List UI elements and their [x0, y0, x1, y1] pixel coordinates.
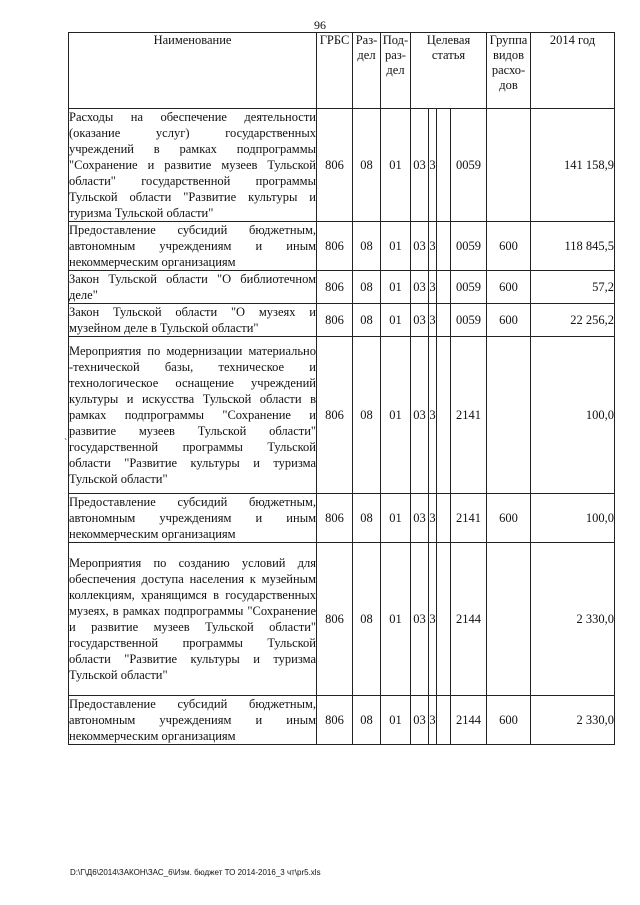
row-razdel: 08	[353, 337, 381, 494]
table-row	[69, 304, 615, 337]
row-expense-group: 600	[487, 696, 531, 745]
table-row	[69, 271, 615, 304]
row-target-direction: 2141	[451, 494, 487, 543]
row-name: Предоставление субсидий бюджетным, автономным учреждениям и иным некоммерческим организациям	[69, 697, 316, 743]
row-razdel: 08	[353, 543, 381, 696]
header-expense-group: Группа видов расхо- дов	[487, 33, 531, 109]
row-target-main-activity	[437, 696, 451, 745]
row-amount-2014: 57,2	[531, 271, 615, 304]
header-podrazdel: Под- раз- дел	[381, 33, 411, 109]
row-target-main-activity	[437, 222, 451, 271]
row-podrazdel: 01	[381, 494, 411, 543]
row-target-subprogram: 3	[429, 696, 437, 745]
row-target-direction: 2141	[451, 337, 487, 494]
table-row	[69, 543, 615, 696]
row-target-main-activity	[437, 271, 451, 304]
row-target-program: 03	[411, 543, 429, 696]
row-name: Предоставление субсидий бюджетным, автономным учреждениям и иным некоммерческим организациям	[69, 223, 316, 269]
row-podrazdel: 01	[381, 304, 411, 337]
row-amount-2014: 2 330,0	[531, 543, 615, 696]
table-row	[69, 222, 615, 271]
row-grbs: 806	[317, 337, 353, 494]
row-target-main-activity	[437, 543, 451, 696]
row-target-direction: 2144	[451, 543, 487, 696]
header-row	[69, 33, 615, 109]
row-expense-group: 600	[487, 494, 531, 543]
row-target-direction: 0059	[451, 271, 487, 304]
row-amount-2014: 2 330,0	[531, 696, 615, 745]
table-row	[69, 337, 615, 494]
file-path-footer: D:\Г\Д6\2014\ЗАКОН\ЗАС_6\Изм. бюджет ТО 2014-2016_3 чт\pr5.xls	[70, 868, 321, 877]
row-razdel: 08	[353, 271, 381, 304]
row-expense-group: 600	[487, 222, 531, 271]
row-expense-group: 600	[487, 304, 531, 337]
row-amount-2014: 118 845,5	[531, 222, 615, 271]
row-target-main-activity	[437, 304, 451, 337]
row-grbs: 806	[317, 696, 353, 745]
row-grbs: 806	[317, 304, 353, 337]
page-number: 96	[314, 18, 326, 32]
budget-table	[68, 32, 615, 745]
row-target-direction: 0059	[451, 222, 487, 271]
row-target-subprogram: 3	[429, 543, 437, 696]
row-target-program: 03	[411, 222, 429, 271]
row-target-program: 03	[411, 696, 429, 745]
row-grbs: 806	[317, 222, 353, 271]
table-row	[69, 109, 615, 222]
header-name: Наименование	[69, 33, 317, 109]
row-razdel: 08	[353, 494, 381, 543]
row-target-subprogram: 3	[429, 109, 437, 222]
row-target-program: 03	[411, 109, 429, 222]
row-target-subprogram: 3	[429, 494, 437, 543]
row-target-direction: 0059	[451, 304, 487, 337]
header-razdel: Раз- дел	[353, 33, 381, 109]
row-name: Закон Тульской области "О библиотечном деле"	[69, 272, 316, 302]
row-razdel: 08	[353, 696, 381, 745]
row-razdel: 08	[353, 109, 381, 222]
scan-mark: `	[64, 438, 68, 449]
row-name: Мероприятия по созданию условий для обеспечения доступа населения к музейным коллекциям, хранящимся в государственных музеях, в рамках подпрограммы "Сохранение и развитие музеев Тульской области" государственной программы Тульской области "Развитие культуры и туризма Тульской области"	[69, 543, 317, 696]
row-target-program: 03	[411, 271, 429, 304]
row-amount-2014: 100,0	[531, 494, 615, 543]
row-podrazdel: 01	[381, 109, 411, 222]
row-target-main-activity	[437, 109, 451, 222]
row-target-direction: 0059	[451, 109, 487, 222]
row-podrazdel: 01	[381, 222, 411, 271]
row-target-direction: 2144	[451, 696, 487, 745]
row-target-subprogram: 3	[429, 337, 437, 494]
row-target-program: 03	[411, 304, 429, 337]
row-grbs: 806	[317, 109, 353, 222]
row-grbs: 806	[317, 271, 353, 304]
row-razdel: 08	[353, 304, 381, 337]
row-expense-group: 600	[487, 271, 531, 304]
row-amount-2014: 22 256,2	[531, 304, 615, 337]
table-row	[69, 494, 615, 543]
table-row	[69, 696, 615, 745]
row-name: Предоставление субсидий бюджетным, автономным учреждениям и иным некоммерческим организациям	[69, 495, 316, 541]
row-target-program: 03	[411, 337, 429, 494]
row-expense-group	[487, 337, 531, 494]
row-expense-group	[487, 543, 531, 696]
row-target-main-activity	[437, 494, 451, 543]
row-target-main-activity	[437, 337, 451, 494]
row-podrazdel: 01	[381, 543, 411, 696]
header-grbs: ГРБС	[317, 33, 353, 109]
header-target-article: Целевая статья	[411, 33, 487, 109]
row-podrazdel: 01	[381, 696, 411, 745]
row-name: Расходы на обеспечение деятельности (оказание услуг) государственных учреждений в рамках подпрограммы "Сохранение и развитие музеев Тульской области" государственной программы Тульской области "Развитие культуры и туризма Тульской области"	[69, 110, 316, 220]
row-amount-2014: 141 158,9	[531, 109, 615, 222]
row-podrazdel: 01	[381, 271, 411, 304]
row-name: Закон Тульской области "О музеях и музейном деле в Тульской области"	[69, 305, 316, 335]
row-expense-group	[487, 109, 531, 222]
row-grbs: 806	[317, 494, 353, 543]
row-razdel: 08	[353, 222, 381, 271]
header-year-2014: 2014 год	[531, 33, 615, 109]
row-amount-2014: 100,0	[531, 337, 615, 494]
row-name: Мероприятия по модернизации материально -технической базы, техническое и технологическое оснащение учреждений культуры и искусства Тульской области в рамках подпрограммы "Сохранение и развитие музеев Тульской области" государственной программы Тульской области "Развитие культуры и туризма Тульской области"	[69, 337, 317, 494]
row-podrazdel: 01	[381, 337, 411, 494]
row-grbs: 806	[317, 543, 353, 696]
row-target-subprogram: 3	[429, 271, 437, 304]
row-target-subprogram: 3	[429, 304, 437, 337]
row-target-subprogram: 3	[429, 222, 437, 271]
row-target-program: 03	[411, 494, 429, 543]
